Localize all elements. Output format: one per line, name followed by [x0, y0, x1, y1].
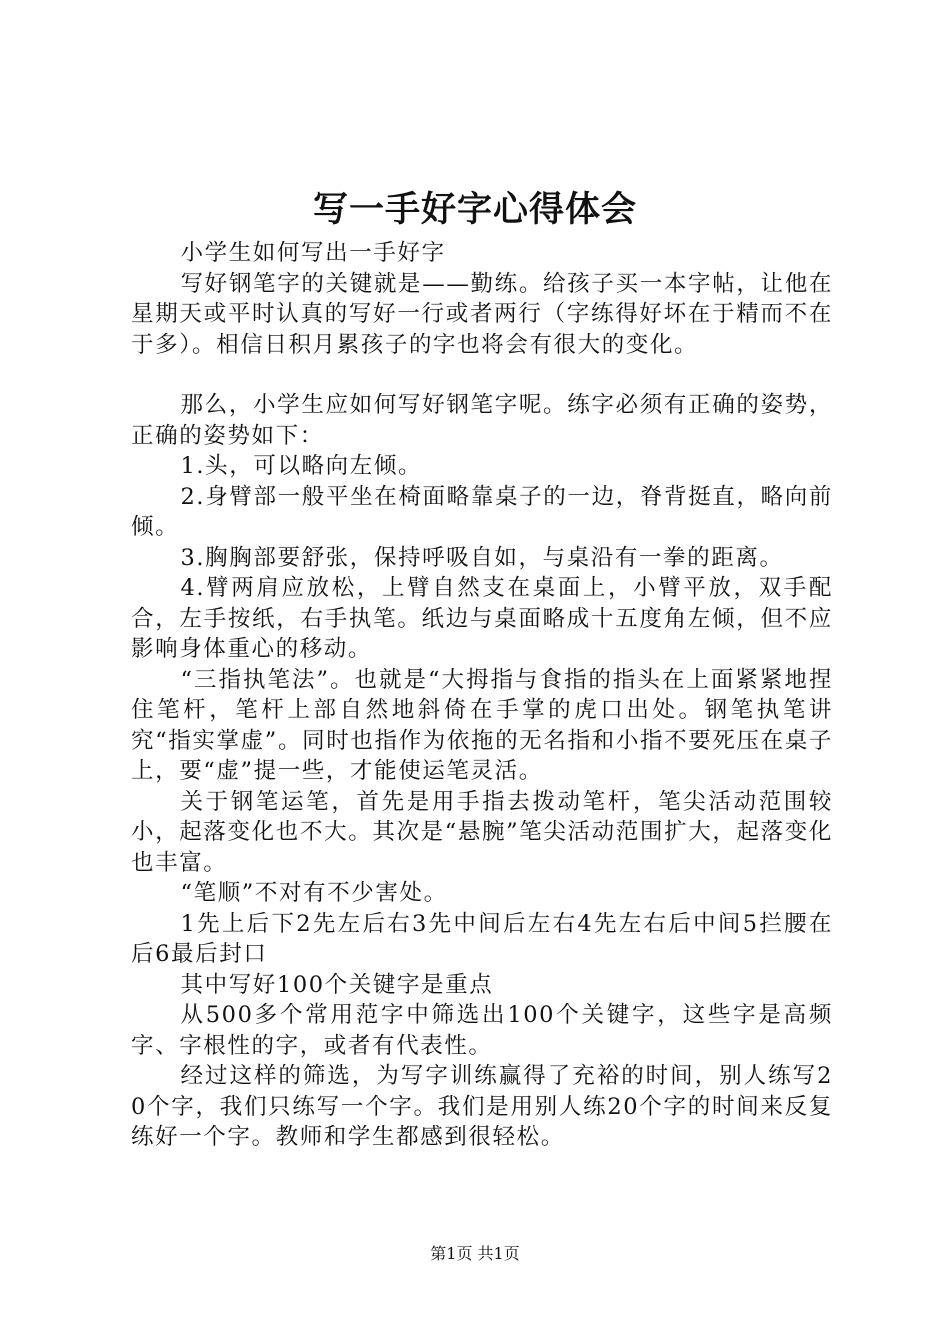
- paragraph: 1先上后下2先左后右3先中间后左右4先左右后中间5拦腰在后6最后封口: [131, 910, 833, 967]
- paragraph: 1.头，可以略向左倾。: [180, 453, 423, 479]
- paragraph: 关于钢笔运笔，首先是用手指去拨动笔杆，笔尖活动范围较小，起落变化也不大。其次是“悬腕”笔尖活动范围扩大，起落变化也丰富。: [131, 788, 833, 876]
- paragraph: 那么，小学生应如何写好钢笔字呢。练字必须有正确的姿势，正确的姿势如下：: [131, 392, 833, 449]
- paragraph: 经过这样的筛选，为写字训练赢得了充裕的时间，别人练写20个字，我们只练写一个字。我们是用别人练20个字的时间来反复练好一个字。教师和学生都感到很轻松。: [131, 1063, 833, 1150]
- paragraph: 2.身臂部一般平坐在椅面略靠桌子的一边，脊背挺直，略向前倾。: [131, 483, 833, 540]
- document-title: 写一手好字心得体会: [312, 190, 637, 230]
- paragraph: 3.胸胸部要舒张，保持呼吸自如，与桌沿有一拳的距离。: [180, 544, 784, 571]
- paragraph: “三指执笔法”。也就是“大拇指与食指的指头在上面紧紧地捏住笔杆，笔杆上部自然地斜倚在手掌的虎口出处。钢笔执笔讲究“指实掌虚”。同时也指作为依拖的无名指和小指不要死压在桌子上，要“虚”提一些，才能使运笔灵活。: [131, 666, 833, 784]
- page-footer: 第1页 共1页: [430, 1244, 520, 1263]
- paragraph: “笔顺”不对有不少害处。: [180, 880, 448, 906]
- paragraph: 从500多个常用范字中筛选出100个关键字，这些字是高频字、字根性的字，或者有代表性。: [131, 1002, 833, 1059]
- document-body: [131, 238, 833, 1153]
- paragraph: 4.臂两肩应放松，上臂自然支在桌面上，小臂平放，双手配合，左手按纸，右手执笔。纸边与桌面略成十五度角左倾，但不应影响身体重心的移动。: [131, 575, 833, 662]
- paragraph: 其中写好100个关键字是重点: [180, 971, 494, 998]
- paragraph: 小学生如何写出一手好字: [180, 240, 446, 266]
- paragraph: 写好钢笔字的关键就是——勤练。给孩子买一本字帖，让他在星期天或平时认真的写好一行或者两行（字练得好坏在于精而不在于多）。相信日积月累孩子的字也将会有很大的变化。: [131, 270, 833, 358]
